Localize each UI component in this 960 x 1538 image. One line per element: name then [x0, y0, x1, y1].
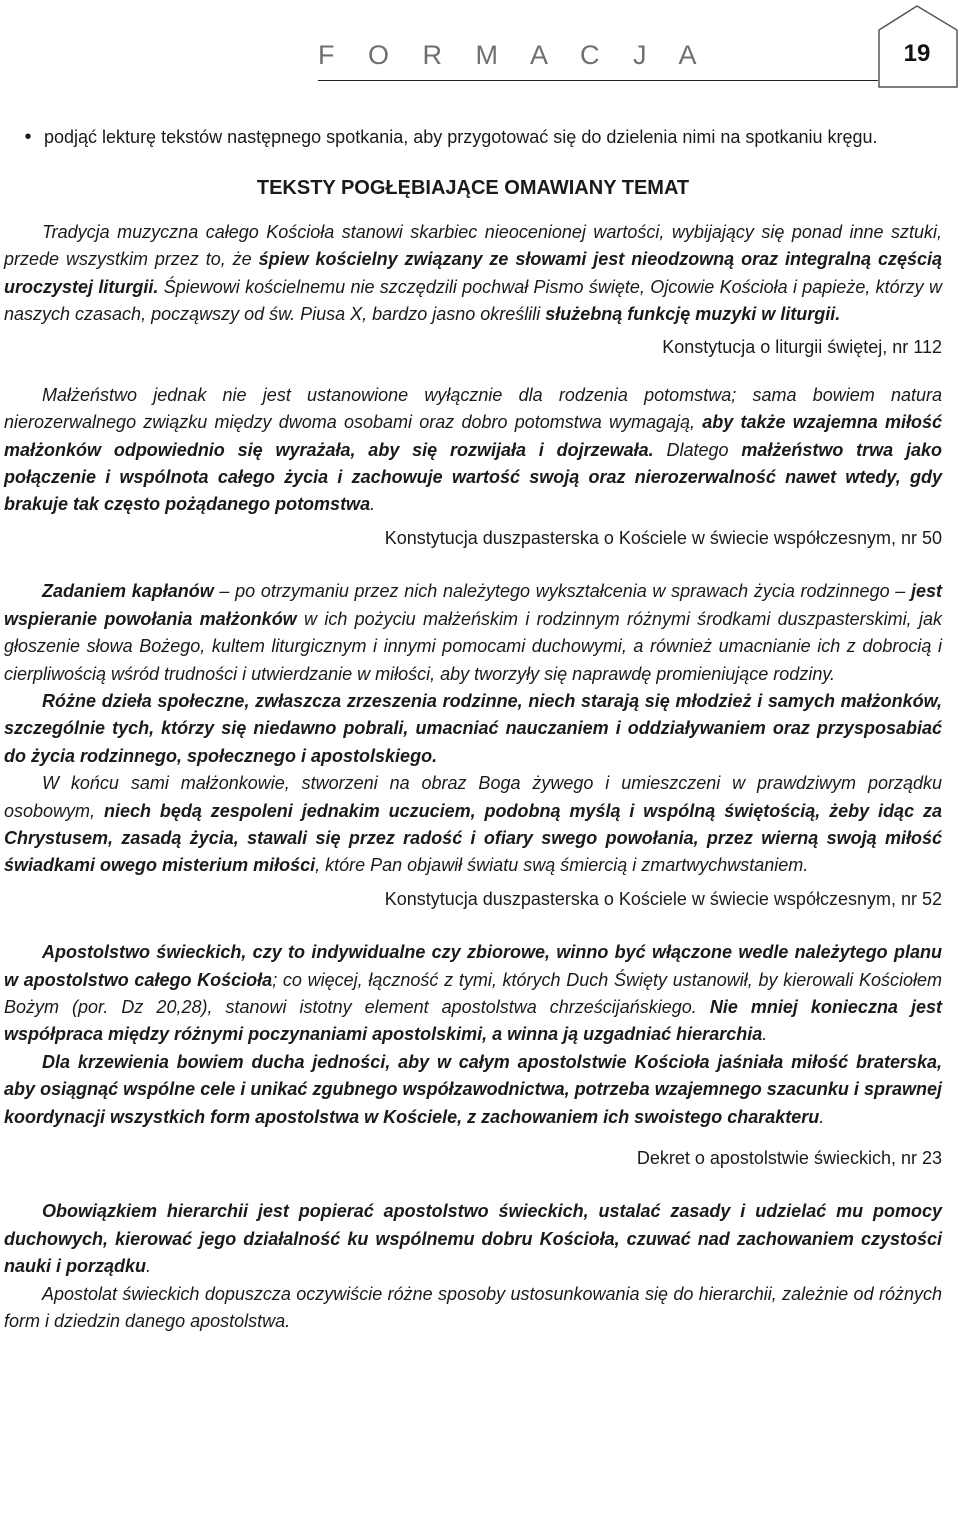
page-number: 19: [903, 40, 931, 67]
spacer: [4, 1172, 942, 1198]
section-title: F O R M A C J A: [318, 40, 710, 70]
spacer: [4, 362, 942, 382]
quote-text: ; co więcej, łączność z tymi, których Duch Święty ustanowił, by kierowali Kościołem Bożym (por. Dz 20,28), stanowi istotny element apostolstwa chrześcijańskiego.: [4, 969, 942, 1017]
spacer: [4, 913, 942, 939]
quote-text: .: [370, 494, 376, 515]
quote-emphasis: śpiew kościelny związany ze słowami jest nieodzowną oraz integralną częścią uroczystej liturgii.: [4, 249, 942, 297]
quote-text: Dlatego: [653, 439, 742, 460]
spacer: [4, 552, 942, 578]
quote-emphasis: małżeństwo trwa jako połączenie i wspólnota całego życia i zachowuje wartość swoją oraz nierozerwalność nawet wtedy, gdy brakuje tak często pożądanego potomstwa: [4, 439, 943, 515]
quote-paragraph-3: [4, 578, 942, 688]
quote-paragraph-2: [4, 382, 942, 519]
quote-paragraph-8: [4, 1198, 942, 1280]
quote-paragraph-1: [4, 219, 942, 329]
quote-text: w ich pożyciu małżeńskim i rodzinnym różnymi środkami duszpasterskimi, jak głoszenie słowa Bożego, kultem liturgicznym i innymi pomocami duchowymi, a również umacnianie ich z dobrocią i cierpliwością wśród trudności i utwierdzanie w miłości, aby tworzyły się naprawdę promieniujące rodziny.: [4, 608, 942, 684]
bullet-item: [4, 124, 942, 151]
source-citation: Konstytucja o liturgii świętej, nr 112: [662, 337, 942, 358]
section-heading: TEKSTY POGŁĘBIAJĄCE OMAWIANY TEMAT: [256, 177, 690, 200]
quote-emphasis: Obowiązkiem hierarchii jest popierać apostolstwo świeckich, ustalać zasady i udzielać mu pomocy duchowych, kierować jego działalność ku wspólnemu dobru Kościoła, czuwać nad zachowaniem czystości nauki i porządku: [4, 1201, 942, 1277]
quote-paragraph-9: [4, 1281, 942, 1336]
quote-text: .: [146, 1256, 152, 1277]
quote-emphasis: aby także wzajemna miłość małżonków odpowiednio się wyrażała, aby się rozwijała i dojrzewała.: [4, 412, 942, 460]
quote-text: – po otrzymaniu przez nich należytego wykształcenia w sprawach życia rodzinnego –: [213, 581, 911, 602]
source-citation: Konstytucja duszpasterska o Kościele w świecie współczesnym, nr 52: [384, 888, 942, 909]
quote-emphasis: Apostolstwo świeckich, czy to indywidualne czy zbiorowe, winno być włączone wedle należytego planu w apostolstwo całego Kościoła: [4, 942, 942, 990]
quote-text: Śpiewowi kościelnemu nie szczędzili pochwał Pismo święte, Ojcowie Kościoła i papieże, którzy w naszych czasach, począwszy od św. Piusa X, bardzo jasno określili: [4, 276, 943, 325]
quote-text: Tradycja muzyczna całego Kościoła stanowi skarbiec nieocenionej wartości, wybijający się ponad inne sztuki, przede wszystkim przez to, że: [4, 221, 942, 270]
quote-emphasis: służebną funkcję muzyki w liturgii.: [545, 304, 841, 325]
quote-paragraph-7: [4, 1049, 942, 1131]
quote-text: .: [819, 1106, 825, 1127]
quote-text: , które Pan objawił światu swą śmiercią i zmartwychwstaniem.: [315, 855, 809, 876]
quote-emphasis: Nie mniej konieczna jest współpraca między różnymi poczynaniami apostolskimi, a winna ją uzgadniać hierarchia: [4, 996, 942, 1045]
quote-text: W końcu sami małżonkowie, stworzeni na obraz Boga żywego i umieszczeni w prawdziwym porządku osobowym,: [4, 773, 942, 821]
quote-text: Apostolat świeckich dopuszcza oczywiście różne sposoby ustosunkowania się do hierarchii, zależnie od różnych form i dziedzin danego apostolstwa.: [4, 1283, 942, 1332]
quote-text: Małżeństwo jednak nie jest ustanowione wyłącznie dla rodzenia potomstwa; sama bowiem natura nierozerwalnego związku między dwoma osobami oraz dobro potomstwa wymagają,: [4, 384, 942, 433]
source-citation: Konstytucja duszpasterska o Kościele w świecie współczesnym, nr 50: [384, 527, 942, 548]
source-citation: Dekret o apostolstwie świeckich, nr 23: [636, 1148, 942, 1168]
quote-paragraph-5: [4, 770, 942, 880]
quote-emphasis: Różne dzieła społeczne, zwłaszcza zrzeszenia rodzinne, niech starają się młodzież i samych małżonków, szczególnie tych, którzy się niedawno pobrali, umacniać nauczaniem i oddziaływaniem oraz przysposabiać do życia rodzinnego, społecznego i apostolskiego.: [4, 690, 942, 766]
quote-emphasis: niech będą zespoleni jednakim uczuciem, podobną myślą i wspólną świętością, żeby idąc za Chrystusem, zasadą życia, stawali się przez radość i ofiary swego powołania, przez wierną swoją miłość świadkami owego misterium miłości: [4, 800, 942, 876]
quote-emphasis: Zadaniem kapłanów: [42, 581, 214, 602]
quote-emphasis: jest wspieranie powołania małżonków: [4, 581, 943, 629]
quote-paragraph-6: [4, 939, 942, 1049]
bullet-text: podjąć lekturę tekstów następnego spotkania, aby przygotować się do dzielenia nimi na spotkaniu kręgu.: [44, 127, 878, 147]
header-rule: [318, 80, 878, 81]
bullet-dot-icon: •: [24, 126, 32, 148]
quote-emphasis: Dla krzewienia bowiem ducha jedności, aby w całym apostolstwie Kościoła jaśniała miłość braterska, aby osiągnąć wspólne cele i unikać zgubnego współzawodnictwa, potrzeba wzajemnego szacunku i sprawnej koordynacji wszystkich form apostolstwa w Kościele, z zachowaniem ich swoistego charakteru: [4, 1051, 942, 1127]
quote-paragraph-4: [4, 688, 942, 770]
quote-text: .: [762, 1024, 768, 1045]
page-content: [4, 124, 942, 1335]
